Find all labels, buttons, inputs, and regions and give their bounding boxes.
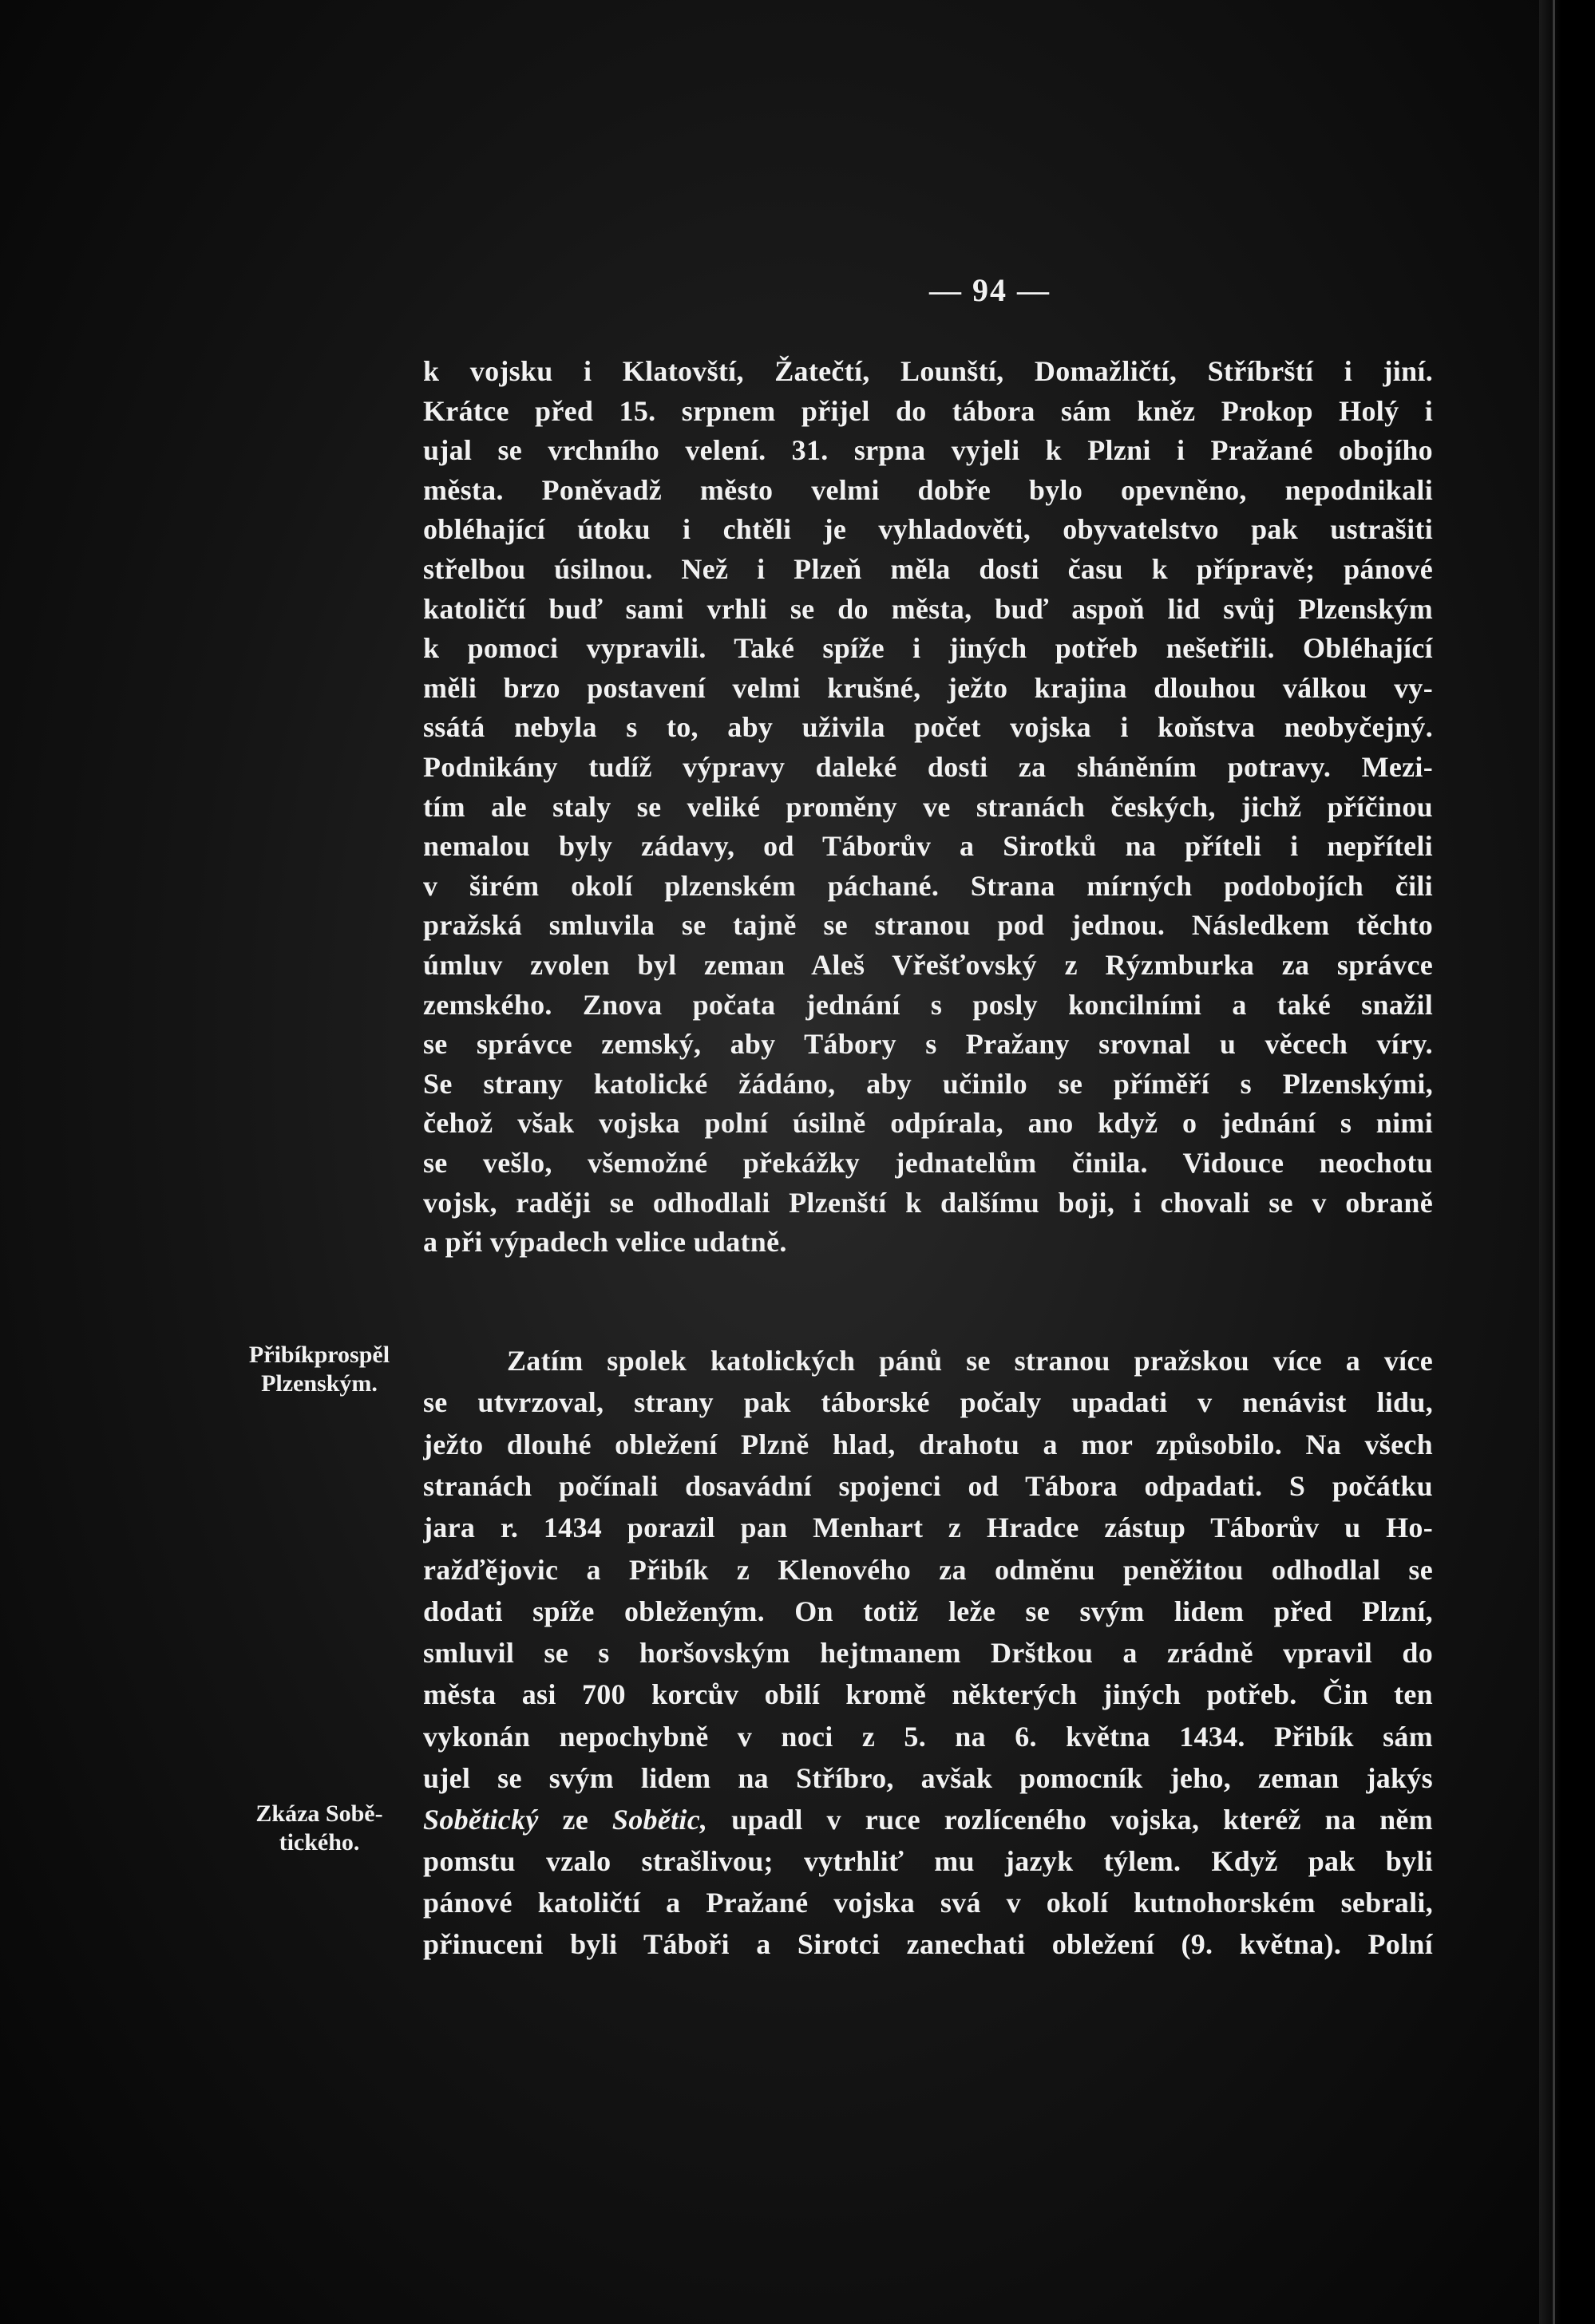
text-line <box>423 1800 1433 1840</box>
text-line: k pomoci vypravili. Také spíže i jiných potřeb nešetřili. Obléhající <box>423 632 1433 665</box>
page-number: — 94 — <box>929 272 1051 308</box>
text-line: dodati spíže obleženým. On totiž leže se svým lidem před Plzní, <box>423 1595 1433 1627</box>
text-line: Se strany katolické žádáno, aby učinilo se příměří s Plzenskými, <box>423 1067 1433 1100</box>
margin-note-line: Zkáza Sobě- <box>255 1800 383 1827</box>
text-line: pražská smluvila se tajně se stranou pod jednou. Následkem těchto <box>423 909 1433 942</box>
italic-name: Sobětický <box>423 1804 539 1836</box>
margin-note-zkaza <box>232 1800 407 1857</box>
text-line: stranách počínali dosavádní spojenci od Tábora odpadati. S počátku <box>423 1469 1433 1502</box>
text-line: měli brzo postavení velmi krušné, ježto krajina dlouhou válkou vy- <box>423 671 1433 704</box>
text-line: Zatím spolek katolických pánů se stranou pražskou více a více <box>507 1345 1433 1377</box>
text-line: zemského. Znova počata jednání s posly koncilními a také snažil <box>423 988 1433 1021</box>
text-line: střelbou úsilnou. Než i Plzeň měla dosti času k přípravě; pánové <box>423 553 1433 585</box>
text-line: tím ale staly se veliké proměny ve stranách českých, jichž příčinou <box>423 790 1433 823</box>
text-line: a při výpadech velice udatně. <box>423 1226 787 1259</box>
text-line: úmluv zvolen byl zeman Aleš Vřešťovský z Rýzmburka za správce <box>423 949 1433 981</box>
text-line: se správce zemský, aby Tábory s Pražany srovnal u věcech víry. <box>423 1028 1433 1061</box>
text-line: ražďějovic a Přibík z Klenového za odměnu peněžitou odhodlal se <box>423 1553 1433 1586</box>
text-line: se vešlo, všemožné překážky jednatelům činila. Vidouce neochotu <box>423 1147 1433 1179</box>
margin-note-line: tického. <box>279 1829 360 1856</box>
text-line: jara r. 1434 porazil pan Menhart z Hradce zástup Táborův u Ho- <box>423 1512 1433 1544</box>
text-fragment: upadl v ruce rozlíceného vojska, kteréž na něm <box>707 1804 1433 1836</box>
text-line: k vojsku i Klatovští, Žatečtí, Lounští, Domažličtí, Stříbrští i jiní. <box>423 355 1433 387</box>
text-line: vojsk, raději se odhodlali Plzenští k dalšímu boji, i chovali se v obraně <box>423 1186 1433 1219</box>
text-line: smluvil se s horšovským hejtmanem Drštkou a zrádně vpravil do <box>423 1637 1433 1670</box>
italic-name: Sobětic, <box>611 1804 708 1836</box>
text-line: čehož však vojska polní úsilně odpírala, ano když o jednání s nimi <box>423 1107 1433 1140</box>
text-line: v širém okolí plzenském páchané. Strana mírných podobojích čili <box>423 869 1433 902</box>
page-edge-shadow <box>1539 0 1595 2324</box>
margin-note-pribik <box>232 1341 407 1398</box>
text-line: pomstu vzalo strašlivou; vytrhliť mu jazyk týlem. Když pak byli <box>423 1845 1433 1877</box>
text-line: ssátá nebyla s to, aby uživila počet vojska i koňstva neobyčejný. <box>423 711 1433 744</box>
text-line: se utvrzoval, strany pak táborské počaly upadati v nenávist lidu, <box>423 1386 1433 1419</box>
text-line: ujal se vrchního velení. 31. srpna vyjeli k Plzni i Pražané obojího <box>423 434 1433 467</box>
text-line: města. Poněvadž město velmi dobře bylo opevněno, nepodnikali <box>423 473 1433 506</box>
page-edge-line <box>1553 0 1555 2324</box>
text-line: Krátce před 15. srpnem přijel do tábora sám kněz Prokop Holý i <box>423 394 1433 427</box>
text-line: ujel se svým lidem na Stříbro, avšak pomocník jeho, zeman jakýs <box>423 1762 1433 1794</box>
text-line: vykonán nepochybně v noci z 5. na 6. května 1434. Přibík sám <box>423 1720 1433 1753</box>
margin-note-line: Přibíkprospěl <box>248 1342 390 1368</box>
text-line: nemalou byly zádavy, od Táborův a Sirotků na příteli i nepříteli <box>423 830 1433 863</box>
text-line: města asi 700 korcův obilí kromě některých jiných potřeb. Čin ten <box>423 1678 1433 1711</box>
text-line: pánové katoličtí a Pražané vojska svá v okolí kutnohorském sebrali, <box>423 1887 1433 1919</box>
text-line: ježto dlouhé obležení Plzně hlad, drahotu a mor způsobilo. Na všech <box>423 1428 1433 1460</box>
margin-note-line: Plzenským. <box>261 1370 378 1397</box>
text-line: Podnikány tudíž výpravy daleké dosti za sháněním potravy. Mezi- <box>423 751 1433 783</box>
text-fragment: ze <box>538 1804 612 1836</box>
text-line: přinuceni byli Táboři a Sirotci zanechati obležení (9. května). Polní <box>423 1928 1433 1960</box>
text-line: katoličtí buď sami vrhli se do města, buď aspoň lid svůj Plzenským <box>423 592 1433 625</box>
text-line: obléhající útoku i chtěli je vyhladověti, obyvatelstvo pak ustrašiti <box>423 513 1433 546</box>
